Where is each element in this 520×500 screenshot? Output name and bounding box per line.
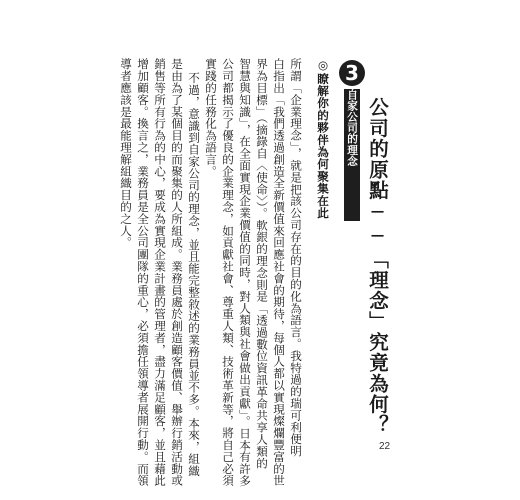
section-heading: ◎瞭解你的夥伴為何聚集在此 (316, 58, 330, 219)
chapter-number-badge (339, 60, 365, 86)
page-number: 22 (379, 441, 391, 452)
body-column-8: 是由為了某個目的而聚集的人所組成。業務員處於創造顧客價值、舉辦行銷活動或 (170, 58, 184, 487)
body-column-10: 增加顧客。換言之，業務員是全公司團隊的重心，必須擔任領導者展開行動。而領 (136, 58, 150, 487)
body-column-6: 實踐的任務化為語言。 (204, 58, 218, 177)
body-column-3: 界為目標」（摘錄自〈使命〉）。軟銀的理念則是「透過數位資訊革命共享人類的 (255, 58, 269, 469)
body-column-1: 所謂「企業理念」，就是把該公司存在的目的化為語言。我特過的瑞可利便明 (289, 58, 303, 457)
body-column-2: 白指出「我們透過創造全新價值來回應社會的期待，每個人都以實現燦爛豐富的世 (272, 58, 286, 487)
body-column-4: 智慧與知識」，在全面實現企業價值的同時，對人類與社會做出貢獻」。日本有許多 (238, 58, 252, 487)
body-column-9: 銷售等所有行為的中心，要成為實現企業計畫的管理者，盡力滿足顧客，並且藉此 (153, 58, 167, 487)
body-column-7: 不過，意識到自家公司的理念，並且能完整敘述的業務員並不多。本來，組織 (187, 72, 201, 477)
chapter-number: 3 (345, 61, 359, 85)
body-column-11: 導者應該是最能理解組織目的之人。 (119, 58, 133, 249)
chapter-title: 公司的原點──「理念」究竟為何？ (366, 97, 389, 436)
body-column-5: 公司都揭示了優良的企業理念，如貢獻社會、尊重人類、技術革新等，將自己必須 (221, 58, 235, 487)
chapter-label: 自家公司的理念 (346, 89, 358, 167)
